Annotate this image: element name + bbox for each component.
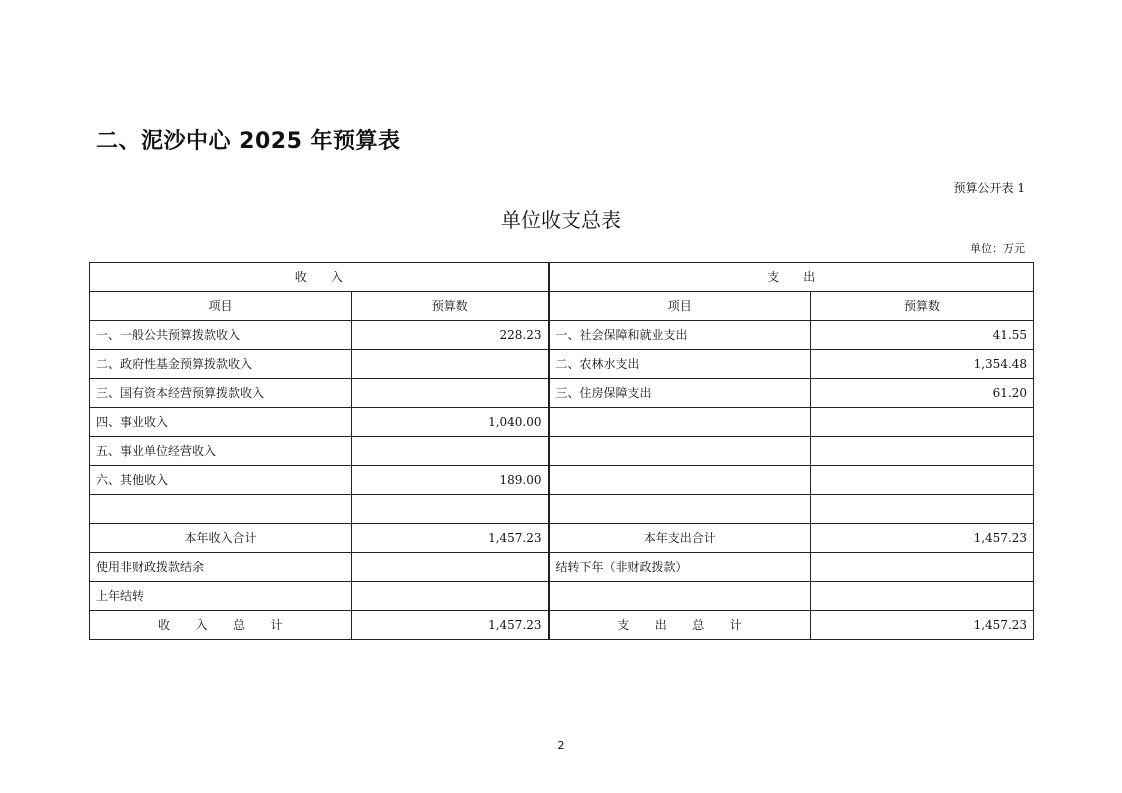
- expense-item-header: 项目: [549, 292, 811, 321]
- subtotal-row: [90, 524, 1034, 553]
- expense-subtotal-value: 1,457.23: [811, 524, 1034, 553]
- expense-value: [811, 582, 1034, 611]
- header-row-columns: [90, 292, 1034, 321]
- table-row: [90, 321, 1034, 350]
- table-row: [90, 466, 1034, 495]
- income-value: 1,040.00: [352, 408, 549, 437]
- income-item: 四、事业收入: [90, 408, 352, 437]
- expense-total-value: 1,457.23: [811, 611, 1034, 640]
- page-number: 2: [557, 739, 565, 752]
- expense-item: 三、住房保障支出: [549, 379, 811, 408]
- income-value: [352, 582, 549, 611]
- expense-item: 二、农林水支出: [549, 350, 811, 379]
- expense-item: [549, 582, 811, 611]
- income-subtotal-value: 1,457.23: [352, 524, 549, 553]
- income-item: 六、其他收入: [90, 466, 352, 495]
- income-value: [352, 495, 549, 524]
- expense-value: [811, 408, 1034, 437]
- table-row: [90, 582, 1034, 611]
- expense-item: [549, 495, 811, 524]
- income-value: 189.00: [352, 466, 549, 495]
- expense-value: 1,354.48: [811, 350, 1034, 379]
- expense-item: [549, 437, 811, 466]
- income-item: 一、一般公共预算拨款收入: [90, 321, 352, 350]
- income-total-value: 1,457.23: [352, 611, 549, 640]
- table-row: [90, 379, 1034, 408]
- income-value: 228.23: [352, 321, 549, 350]
- income-value: [352, 437, 549, 466]
- income-subtotal-label: 本年收入合计: [90, 524, 352, 553]
- income-item-header: 项目: [90, 292, 352, 321]
- income-value: [352, 350, 549, 379]
- table-row: [90, 553, 1034, 582]
- expense-item: [549, 466, 811, 495]
- income-value: [352, 553, 549, 582]
- expense-item: [549, 408, 811, 437]
- table-row: [90, 437, 1034, 466]
- expense-value: [811, 466, 1034, 495]
- expense-item: 结转下年（非财政拨款）: [549, 553, 811, 582]
- expense-total-label: 支 出 总 计: [549, 611, 811, 640]
- income-total-label: 收 入 总 计: [90, 611, 352, 640]
- expense-value: [811, 553, 1034, 582]
- income-item: 使用非财政拨款结余: [90, 553, 352, 582]
- expense-budget-header: 预算数: [811, 292, 1034, 321]
- table-title: 单位收支总表: [501, 208, 621, 232]
- unit-label: 单位：万元: [970, 242, 1025, 255]
- expense-header: 支 出: [549, 263, 1034, 292]
- income-item: [90, 495, 352, 524]
- expense-value: 61.20: [811, 379, 1034, 408]
- total-row: [90, 611, 1034, 640]
- table-number: 预算公开表 1: [953, 181, 1025, 195]
- income-item: 三、国有资本经营预算拨款收入: [90, 379, 352, 408]
- table-row: [90, 408, 1034, 437]
- expense-subtotal-label: 本年支出合计: [549, 524, 811, 553]
- income-budget-header: 预算数: [352, 292, 549, 321]
- expense-value: 41.55: [811, 321, 1034, 350]
- income-header: 收 入: [90, 263, 549, 292]
- income-item: 上年结转: [90, 582, 352, 611]
- expense-value: [811, 437, 1034, 466]
- expense-item: 一、社会保障和就业支出: [549, 321, 811, 350]
- budget-table: [89, 262, 1034, 640]
- expense-value: [811, 495, 1034, 524]
- table-row: [90, 495, 1034, 524]
- table-row: [90, 350, 1034, 379]
- income-value: [352, 379, 549, 408]
- income-item: 二、政府性基金预算拨款收入: [90, 350, 352, 379]
- section-title: 二、泥沙中心 2025 年预算表: [96, 129, 401, 154]
- header-row-group: [90, 263, 1034, 292]
- income-item: 五、事业单位经营收入: [90, 437, 352, 466]
